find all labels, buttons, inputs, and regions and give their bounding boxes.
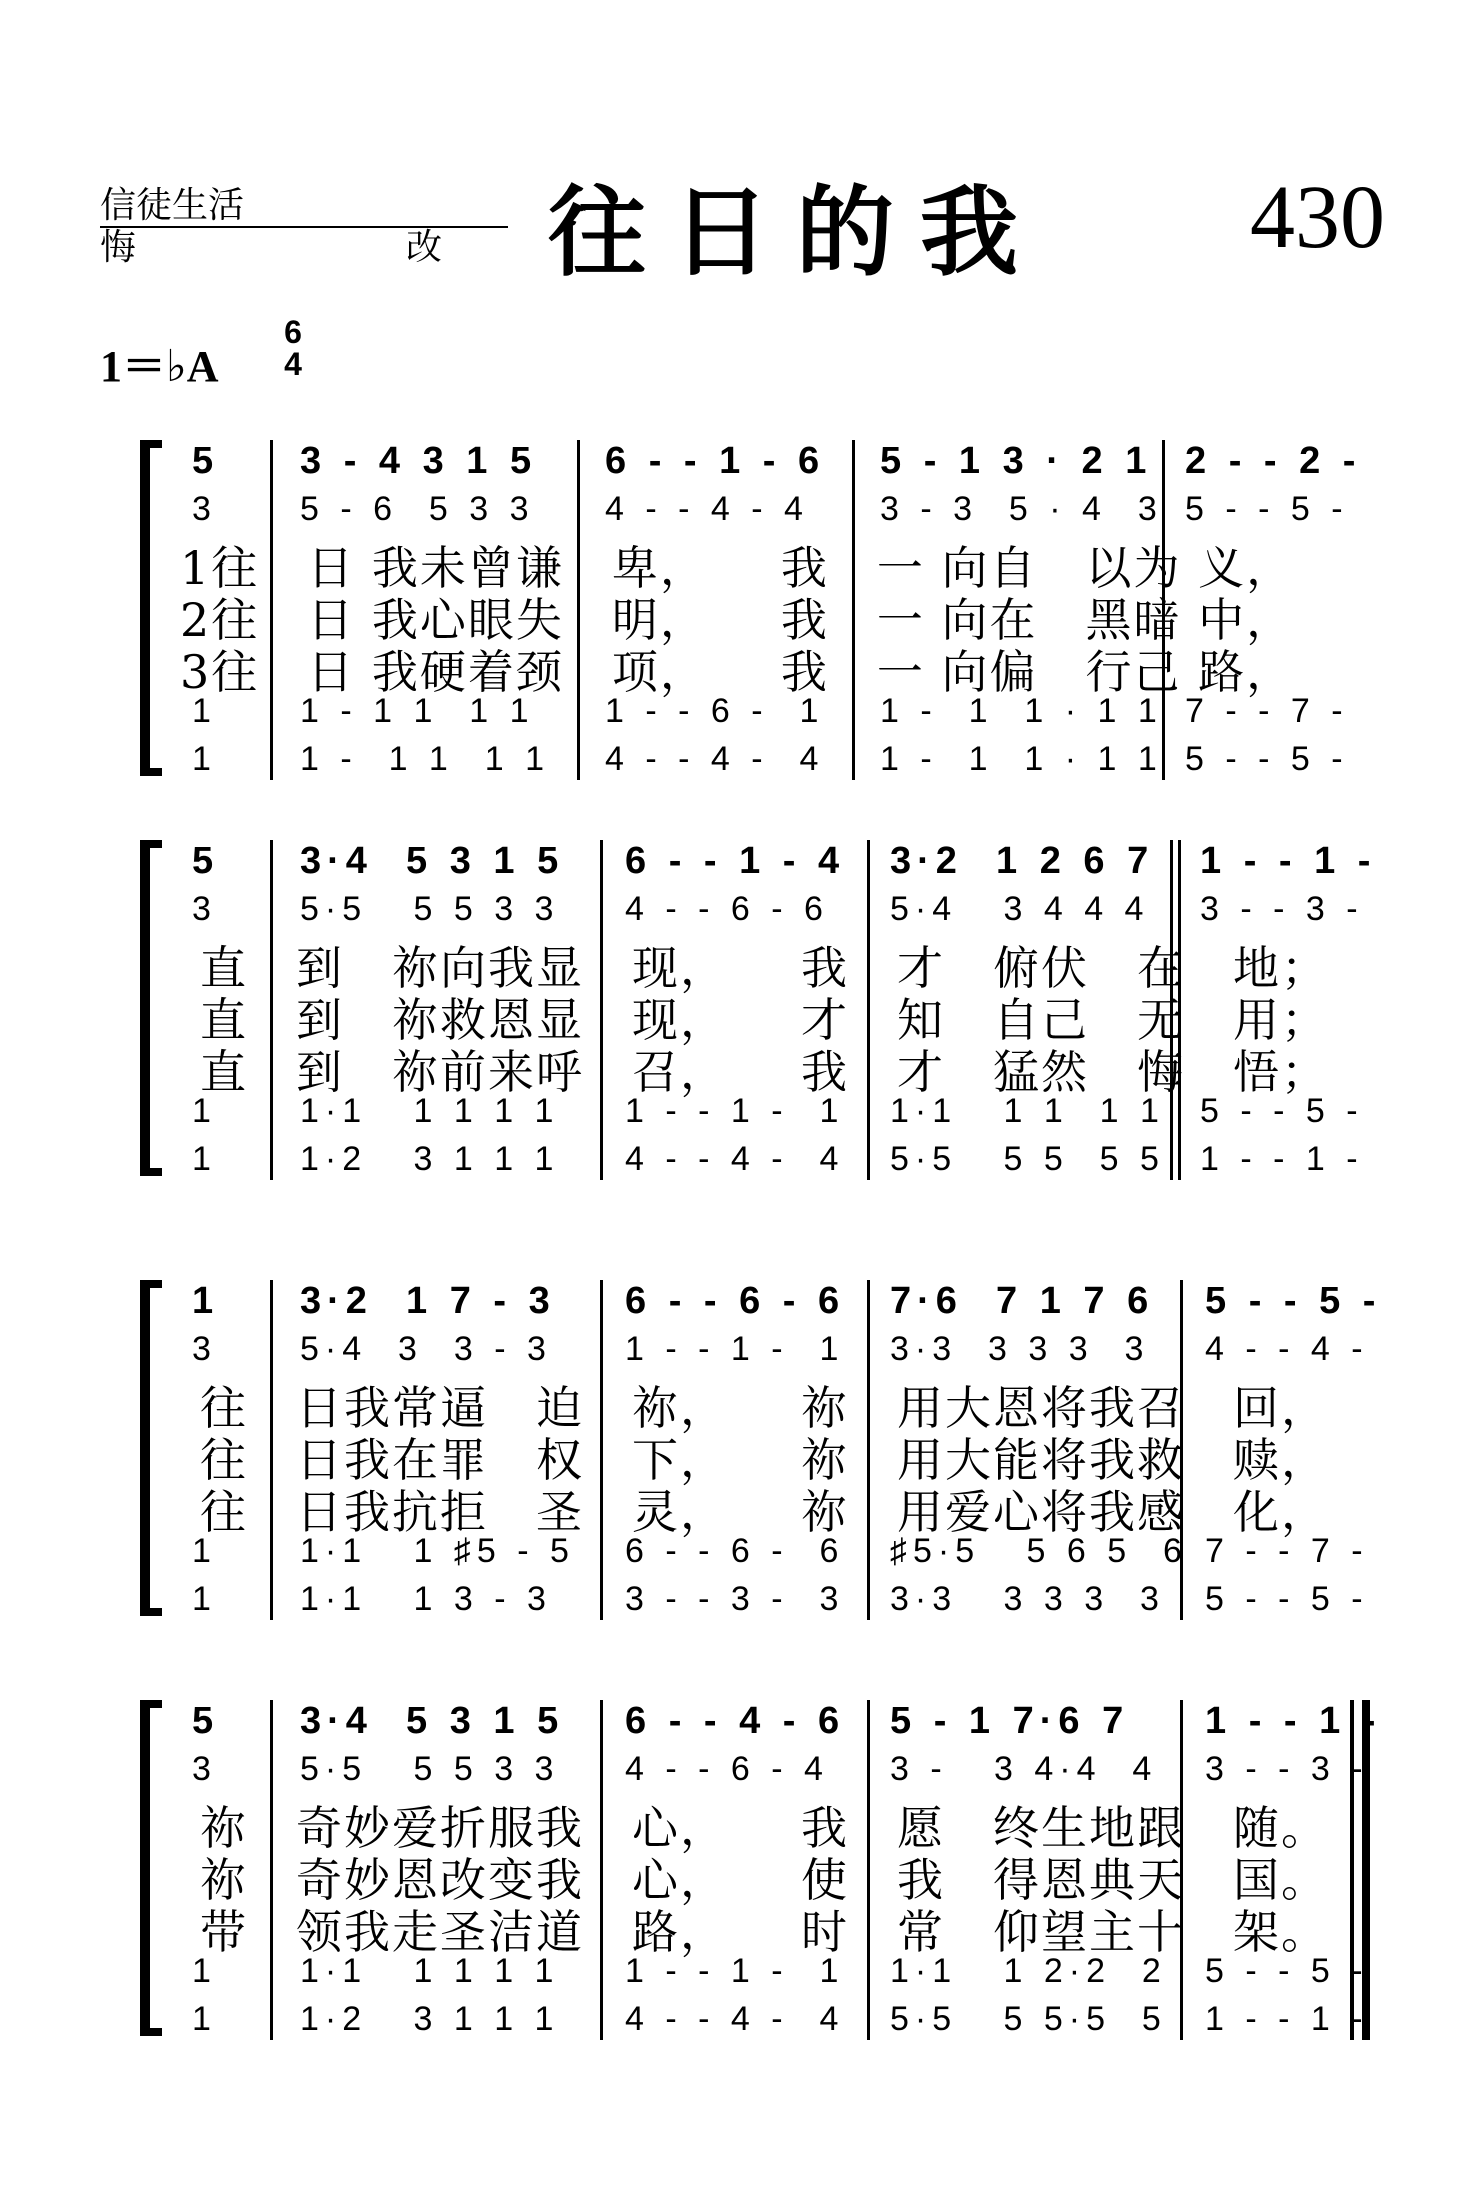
bass-measure: 4 - - 4 - 4 (625, 1140, 845, 1178)
alto-measure: 1 - - 1 - 1 (625, 1330, 845, 1368)
verse-3-lyrics: 带 领我走圣洁道 路， 时 常 仰望主十 架。 (200, 1905, 1329, 1959)
soprano-measure: 3·4 5 3 1 5 (300, 1700, 565, 1742)
tenor-measure: 1 - - 1 - 1 (625, 1092, 845, 1130)
soprano-measure: 3 - 4 3 1 5 (300, 440, 538, 482)
soprano-measure: 3·2 1 2 6 7 (890, 840, 1155, 882)
soprano-pickup: 1 (192, 1280, 220, 1322)
bass-measure: 1·2 3 1 1 1 (300, 1140, 560, 1178)
bass-measure: 3 - - 3 - 3 (625, 1580, 845, 1618)
bass-measure: 1 - - 1 - (1205, 2000, 1369, 2038)
verse-3-lyrics: 直 到 祢前来呼 召， 我 才 猛然 悔 悟； (200, 1045, 1329, 1099)
tenor-measure: 1·1 1 2·2 2 (890, 1952, 1167, 1990)
alto-measure: 5·4 3 4 4 4 (890, 890, 1150, 928)
system-brace (140, 440, 164, 776)
alto-measure: 5·5 5 5 3 3 (300, 890, 560, 928)
verse-1-lyrics: 直 到 祢向我显 现， 我 才 俯伏 在 地； (200, 941, 1329, 995)
bass-measure: 1 - - 1 - (1200, 1140, 1364, 1178)
alto-measure: 4 - - 6 - 4 (625, 1750, 829, 1788)
bass-measure: 5 - - 5 - (1185, 740, 1349, 778)
soprano-measure: 5 - 1 7·6 7 (890, 1700, 1130, 1742)
tenor-measure: 1 - 1 1 1 1 (300, 692, 535, 730)
tenor-measure: 6 - - 6 - 6 (625, 1532, 845, 1570)
tenor-measure: 1 - - 6 - 1 (605, 692, 825, 730)
bass-pickup: 1 (192, 1140, 217, 1178)
tenor-measure: 5 - - 5 - (1205, 1952, 1369, 1990)
alto-measure: 4 - - 4 - (1205, 1330, 1369, 1368)
soprano-pickup: 5 (192, 440, 220, 482)
soprano-pickup: 5 (192, 1700, 220, 1742)
system-2 (140, 840, 1377, 1180)
alto-measure: 4 - - 4 - 4 (605, 490, 809, 528)
tenor-measure: 1·1 1 1 1 1 (300, 1092, 560, 1130)
verse-1-lyrics: 祢 奇妙爱折服我 心， 我 愿 终生地跟 随。 (200, 1801, 1329, 1855)
alto-measure: 3 - - 3 - (1205, 1750, 1369, 1788)
time-denominator: 4 (284, 346, 302, 382)
tenor-pickup: 1 (192, 1092, 217, 1130)
system-1 (140, 440, 1360, 780)
bass-measure: 4 - - 4 - 4 (625, 2000, 845, 2038)
soprano-measure: 6 - - 1 - 4 (625, 840, 846, 882)
tenor-measure: 1·1 1 1 1 1 (300, 1952, 560, 1990)
bass-measure: 4 - - 4 - 4 (605, 740, 825, 778)
category-label: 信徒生活 (100, 186, 508, 228)
soprano-measure: 5 - - 5 - (1205, 1280, 1382, 1322)
soprano-measure: 3·4 5 3 1 5 (300, 840, 565, 882)
source-label (100, 186, 508, 268)
soprano-measure: 3·2 1 7 - 3 (300, 1280, 556, 1322)
bass-pickup: 1 (192, 2000, 217, 2038)
bass-measure: 5·5 5 5 5 5 (890, 1140, 1165, 1178)
tenor-pickup: 1 (192, 1952, 217, 1990)
system-brace (140, 1280, 164, 1616)
alto-measure: 5·5 5 5 3 3 (300, 1750, 560, 1788)
tenor-measure: 7 - - 7 - (1205, 1532, 1369, 1570)
verse-2-lyrics: 往 日我在罪 权 下， 祢 用大能将我救 赎， (200, 1433, 1329, 1487)
verse-2-lyrics: 祢 奇妙恩改变我 心， 使 我 得恩典天 国。 (200, 1853, 1329, 1907)
tenor-measure: ♯5·5 5 6 5 6 (890, 1532, 1188, 1570)
alto-measure: 3 - - 3 - (1200, 890, 1364, 928)
bass-pickup: 1 (192, 740, 217, 778)
bass-measure: 3·3 3 3 3 3 (890, 1580, 1165, 1618)
soprano-measure: 6 - - 6 - 6 (625, 1280, 846, 1322)
hymn-title: 往日的我 (548, 175, 1045, 290)
verse-1-lyrics: 1往 日 我未曾谦 卑， 我 一 向自 以为 义， (180, 541, 1295, 595)
soprano-measure: 1 - - 1 - (1205, 1700, 1382, 1742)
soprano-measure: 1 - - 1 - (1200, 840, 1377, 882)
key-signature: 1＝♭A (100, 342, 219, 391)
bass-measure: 1·2 3 1 1 1 (300, 2000, 560, 2038)
tenor-measure: 7 - - 7 - (1185, 692, 1349, 730)
tenor-measure: 5 - - 5 - (1200, 1092, 1364, 1130)
bass-measure: 5 - - 5 - (1205, 1580, 1369, 1618)
alto-pickup: 3 (192, 890, 217, 928)
bass-measure: 1 - 1 1 1 1 (300, 740, 550, 778)
bass-pickup: 1 (192, 1580, 217, 1618)
alto-measure: 3 - 3 4·4 4 (890, 1750, 1158, 1788)
soprano-pickup: 5 (192, 840, 220, 882)
tenor-measure: 1 - 1 1 · 1 1 (880, 692, 1163, 730)
verse-2-lyrics: 2往 日 我心眼失 明， 我 一 向在 黑暗 中， (180, 593, 1295, 647)
tenor-measure: 1 - - 1 - 1 (625, 1952, 845, 1990)
alto-measure: 3 - 3 5 · 4 3 (880, 490, 1163, 528)
tenor-pickup: 1 (192, 1532, 217, 1570)
soprano-measure: 5 - 1 3 · 2 1 (880, 440, 1153, 482)
bass-measure: 1·1 1 3 - 3 (300, 1580, 552, 1618)
alto-pickup: 3 (192, 490, 217, 528)
bass-measure: 1 - 1 1 · 1 1 (880, 740, 1163, 778)
bass-measure: 5·5 5 5·5 5 (890, 2000, 1167, 2038)
hymn-number: 430 (1250, 168, 1385, 267)
alto-measure: 5 - 6 5 3 3 (300, 490, 535, 528)
verse-2-lyrics: 直 到 祢救恩显 现， 才 知 自己 无 用； (200, 993, 1329, 1047)
tenor-measure: 1·1 1 1 1 1 (890, 1092, 1165, 1130)
verse-3-lyrics: 3往 日 我硬着颈 项， 我 一 向偏 行己 路， (180, 645, 1295, 699)
alto-measure: 3·3 3 3 3 3 (890, 1330, 1150, 1368)
alto-measure: 5·4 3 3 - 3 (300, 1330, 552, 1368)
time-signature (278, 316, 308, 380)
soprano-measure: 6 - - 4 - 6 (625, 1700, 846, 1742)
system-3 (140, 1280, 1382, 1620)
tenor-pickup: 1 (192, 692, 217, 730)
subcategory-label: 悔 改 (100, 227, 509, 268)
alto-measure: 4 - - 6 - 6 (625, 890, 829, 928)
tenor-measure: 1·1 1 ♯5 - 5 (300, 1532, 575, 1570)
verse-1-lyrics: 往 日我常逼 迫 祢， 祢 用大恩将我召 回， (200, 1381, 1329, 1435)
verse-3-lyrics: 往 日我抗拒 圣 灵， 祢 用爱心将我感 化， (200, 1485, 1329, 1539)
alto-pickup: 3 (192, 1750, 217, 1788)
soprano-measure: 6 - - 1 - 6 (605, 440, 826, 482)
system-brace (140, 840, 164, 1176)
system-4 (140, 1700, 1382, 2040)
alto-pickup: 3 (192, 1330, 217, 1368)
system-brace (140, 1700, 164, 2036)
soprano-measure: 2 - - 2 - (1185, 440, 1362, 482)
soprano-measure: 7·6 7 1 7 6 (890, 1280, 1155, 1322)
time-numerator: 6 (284, 314, 302, 350)
alto-measure: 5 - - 5 - (1185, 490, 1349, 528)
